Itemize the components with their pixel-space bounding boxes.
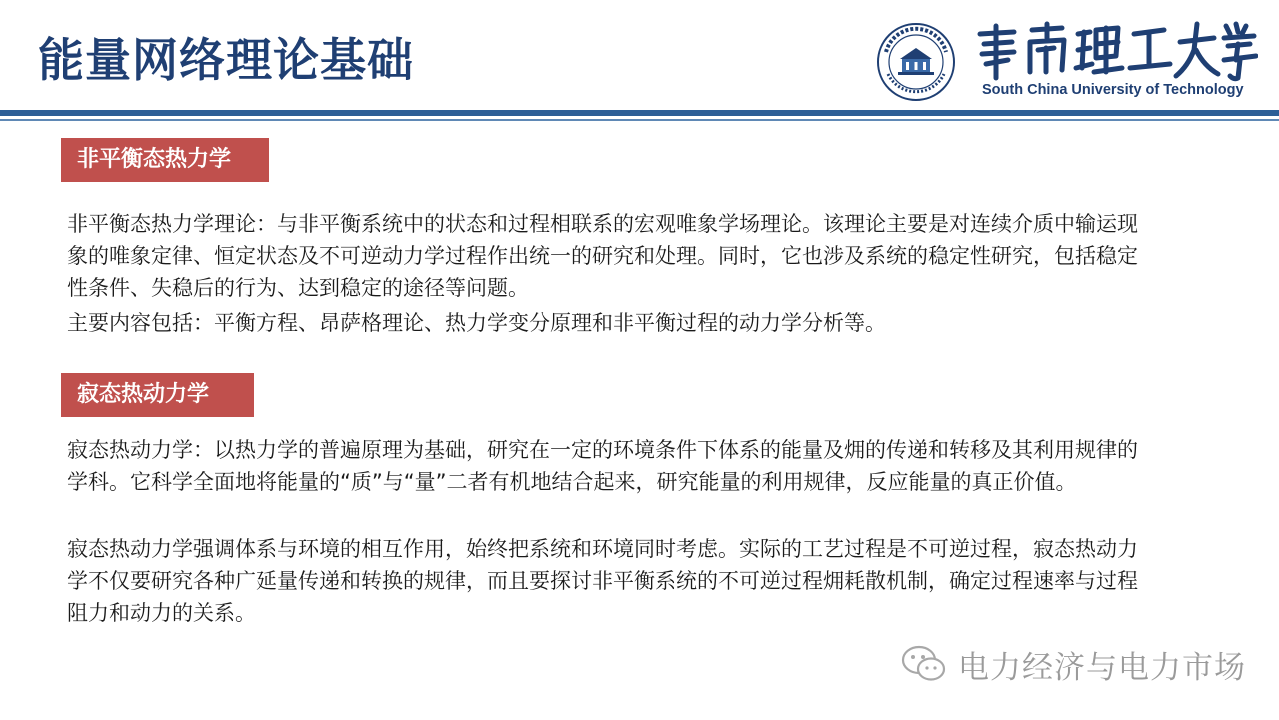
section-heading-silent-state: 寂态热动力学 xyxy=(61,373,254,417)
wechat-icon xyxy=(900,644,948,684)
section-paragraph: 非平衡态热力学理论：与非平衡系统中的状态和过程相联系的宏观唯象学场理论。该理论主要是对连续介质中输运现象的唯象定律、恒定状态及不可逆动力学过程作出统一的研究和处理。同时，它也涉及系统的稳定性研究，包括稳定性条件、失稳后的行为、达到稳定的途径等问题。 xyxy=(67,212,1138,300)
section-paragraph: 主要内容包括：平衡方程、昂萨格理论、热力学变分原理和非平衡过程的动力学分析等。 xyxy=(67,311,886,335)
university-calligraphy-logo xyxy=(974,20,1258,82)
university-seal-logo xyxy=(876,22,956,102)
watermark xyxy=(900,644,1246,684)
header-divider-thin xyxy=(0,119,1279,121)
section-paragraph: 寂态热动力学：以热力学的普遍原理为基础，研究在一定的环境条件下体系的能量及㶲的传递和转移及其利用规律的学科。它科学全面地将能量的“质”与“量”二者有机地结合起来，研究能量的利用规律，反应能量的真正价值。 xyxy=(67,438,1138,494)
watermark-text: 电力经济与电力市场 xyxy=(958,649,1246,686)
university-english-name: South China University of Technology xyxy=(982,82,1244,98)
slide-title: 能量网络理论基础 xyxy=(38,33,414,87)
section-paragraph: 寂态热动力学强调体系与环境的相互作用，始终把系统和环境同时考虑。实际的工艺过程是不可逆过程，寂态热动力学不仅要研究各种广延量传递和转换的规律，而且要探讨非平衡系统的不可逆过程㶲耗散机制，确定过程速率与过程阻力和动力的关系。 xyxy=(67,537,1138,625)
section-heading-nonequilibrium: 非平衡态热力学 xyxy=(61,138,269,182)
header-divider xyxy=(0,110,1279,116)
